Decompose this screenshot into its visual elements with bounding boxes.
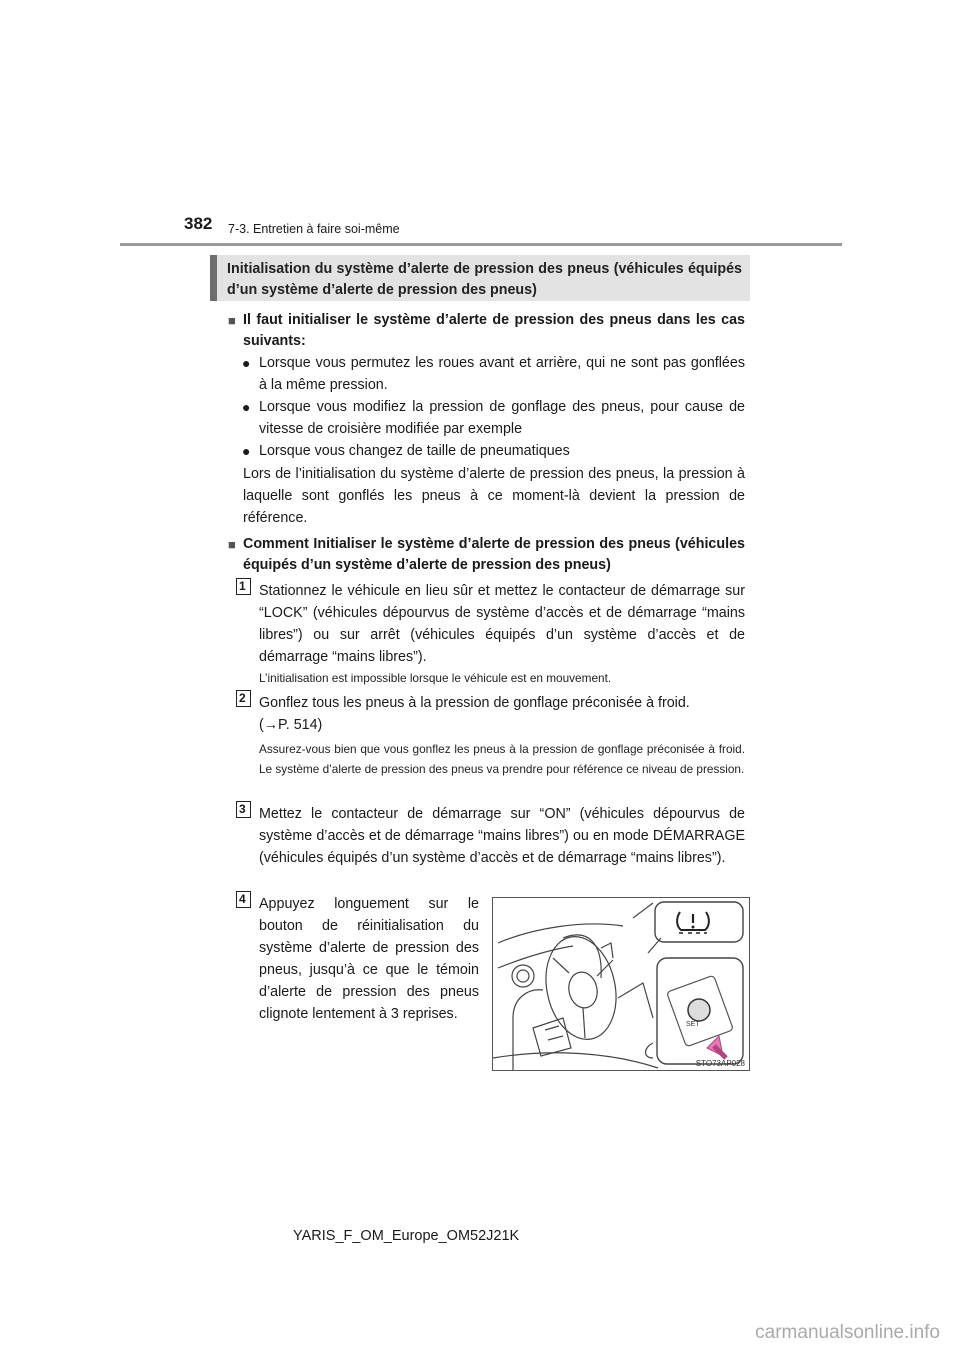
step-2-note: Assurez-vous bien que vous gonflez les pneus à la pression de gonflage préconisée à froid. Le système d’alerte de pression des pneus va prendre pour référence ce niveau de pression. — [259, 742, 745, 776]
page-number: 382 — [184, 214, 213, 233]
watermark: carmanualsonline.info — [755, 1322, 940, 1343]
list-item — [242, 440, 745, 462]
subsection-heading-cases — [228, 310, 745, 352]
list-item-text: Lorsque vous modifiez la pression de gonflage des pneus, pour cause de vitesse de croisière modifiée par exemple — [259, 399, 745, 437]
square-bullet-icon: ■ — [228, 537, 236, 552]
illustration-code: STO73AP028 — [695, 1059, 745, 1068]
step-4-text: Appuyez longuement sur le bouton de réinitialisation du système d’alerte de pression des pneus, jusqu’à ce que le témoin d’alerte de pression des pneus clignote lentement à 3 reprises. — [259, 896, 479, 1022]
list-item — [242, 352, 745, 396]
step-number-2: 2 — [236, 690, 251, 707]
page-reference-link: (→P. 514) — [259, 717, 323, 733]
step-2-text-line: Gonflez tous les pneus à la pression de gonflage préconisée à froid. — [259, 695, 690, 711]
step-1-note: L’initialisation est impossible lorsque le véhicule est en mouvement. — [259, 671, 612, 685]
list-item — [242, 396, 745, 440]
square-bullet-icon: ■ — [228, 313, 236, 328]
bullet-dot-icon: ● — [242, 443, 251, 459]
reset-button-callout — [646, 958, 744, 1064]
dashboard-illustration — [492, 897, 750, 1071]
bullet-dot-icon: ● — [242, 399, 251, 415]
step-number-1: 1 — [236, 578, 251, 595]
document-footer: YARIS_F_OM_Europe_OM52J21K — [293, 1228, 520, 1244]
set-button-label: SET — [686, 1021, 700, 1028]
dashboard-line-drawing — [493, 898, 749, 1070]
section-title: 7-3. Entretien à faire soi-même — [228, 222, 400, 236]
list-item-text: Lorsque vous changez de taille de pneumatiques — [259, 443, 570, 459]
warning-light-callout — [648, 902, 743, 953]
list-item-text: Lorsque vous permutez les roues avant et arrière, qui ne sont pas gonflées à la même pression. — [259, 355, 745, 393]
bullet-dot-icon: ● — [242, 355, 251, 371]
step-number-4: 4 — [236, 891, 251, 908]
step-3-text: Mettez le contacteur de démarrage sur “ON” (véhicules dépourvus de système d’accès et de démarrage “mains libres”) ou en mode DÉMARRAGE (véhicules équipés d’un système d’accès et de démarrage “mains libres”). — [259, 806, 745, 866]
header-rule — [120, 243, 842, 246]
topic-heading: Initialisation du système d’alerte de pression des pneus (véhicules équipés d’un système d’alerte de pression des pneus) — [210, 255, 750, 301]
step-number-3: 3 — [236, 801, 251, 818]
reference-paragraph: Lors de l’initialisation du système d’alerte de pression des pneus, la pression à laquelle sont gonflés les pneus à ce moment-là devient la pression de référence. — [243, 466, 745, 526]
step-2-text — [259, 692, 745, 736]
subsection-heading-cases-text: Il faut initialiser le système d’alerte de pression des pneus dans les cas suivants: — [243, 312, 745, 349]
subsection-heading-how — [228, 534, 745, 576]
step-1-text: Stationnez le véhicule en lieu sûr et mettez le contacteur de démarrage sur “LOCK” (véhicules dépourvus de système d’accès et de démarrage “mains libres”) ou sur arrêt (véhicules équipés d’un système d’accès et de démarrage “mains libres”). — [259, 583, 745, 665]
subsection-heading-how-text: Comment Initialiser le système d’alerte de pression des pneus (véhicules équipés d’un système d’alerte de pression des pneus) — [243, 536, 745, 573]
